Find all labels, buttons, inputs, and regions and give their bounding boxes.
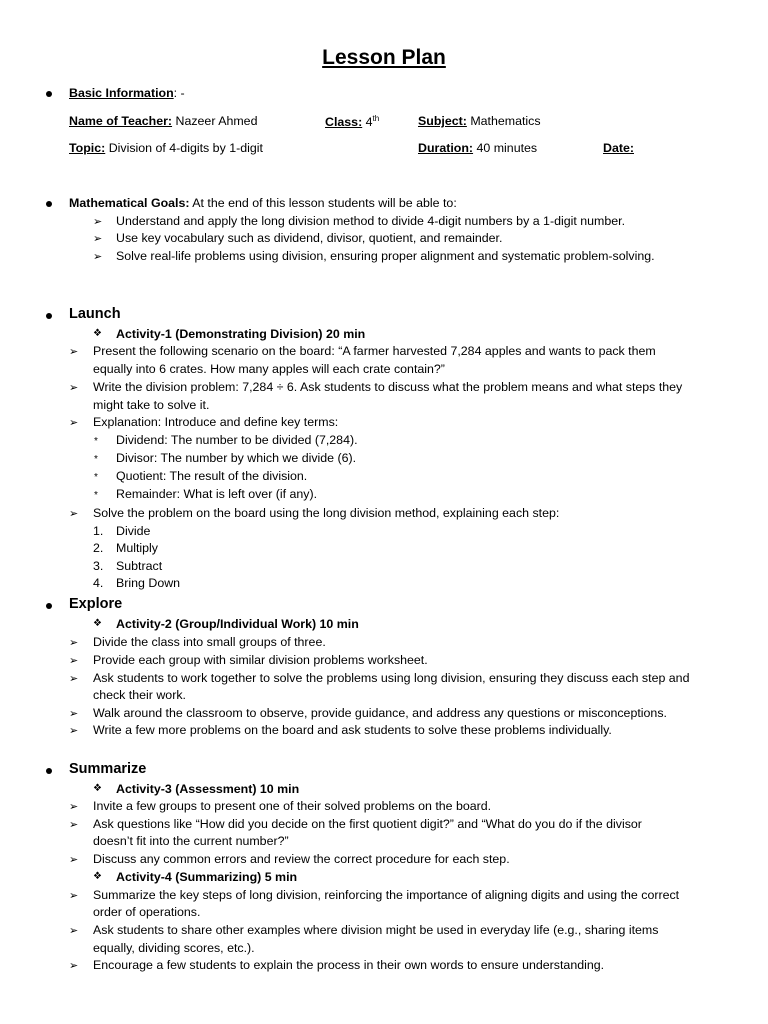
activity-1-title: Activity-1 (Demonstrating Division) 20 min: [116, 327, 366, 341]
arrow-icon: ➢: [93, 216, 103, 228]
arrow-icon: ➢: [69, 960, 79, 972]
bullet-icon: [46, 201, 52, 207]
bullet-icon: [46, 603, 52, 609]
arrow-icon: ➢: [69, 890, 79, 902]
summarize-point: Invite a few groups to present one of their solved problems on the board.: [93, 799, 492, 813]
arrow-icon: ➢: [69, 801, 79, 813]
asterisk-icon: *: [94, 454, 98, 465]
diamond-icon: ❖: [93, 783, 102, 794]
diamond-icon: ❖: [93, 871, 102, 882]
launch-point-cont: equally into 6 crates. How many apples will each crate contain?”: [93, 362, 445, 376]
launch-point: Write the division problem: 7,284 ÷ 6. Ask students to discuss what the problem means and what steps they: [93, 380, 683, 394]
goal-item: Use key vocabulary such as dividend, divisor, quotient, and remainder.: [116, 231, 503, 245]
arrow-icon: ➢: [69, 725, 79, 737]
arrow-icon: ➢: [69, 819, 79, 831]
date-field: Date:: [603, 141, 634, 155]
term-item: Dividend: The number to be divided (7,284).: [116, 433, 358, 447]
summarize-point: Summarize the key steps of long division, reinforcing the importance of aligning digits and using the correct: [93, 888, 680, 902]
summarize-point-cont: doesn’t fit into the current number?”: [93, 834, 289, 848]
step-item: Divide: [116, 524, 151, 538]
explore-point: Walk around the classroom to observe, provide guidance, and address any questions or misconceptions.: [93, 706, 667, 720]
goals-heading: Mathematical Goals: At the end of this lesson students will be able to:: [69, 196, 457, 210]
bullet-icon: [46, 91, 52, 97]
arrow-icon: ➢: [69, 854, 79, 866]
explore-point: Write a few more problems on the board and ask students to solve these problems individually.: [93, 723, 612, 737]
subject-field: Subject: Mathematics: [418, 114, 541, 128]
step-number: 2.: [93, 541, 104, 555]
bullet-icon: [46, 313, 52, 319]
term-item: Divisor: The number by which we divide (6).: [116, 451, 357, 465]
arrow-icon: ➢: [69, 346, 79, 358]
explore-point: Divide the class into small groups of three.: [93, 635, 326, 649]
summarize-point: Ask students to share other examples where division might be used in everyday life (e.g., sharing items: [93, 923, 659, 937]
arrow-icon: ➢: [93, 233, 103, 245]
summarize-heading: Summarize: [69, 761, 147, 777]
basic-info-heading: Basic Information: -: [69, 86, 185, 100]
arrow-icon: ➢: [69, 925, 79, 937]
activity-2-title: Activity-2 (Group/Individual Work) 10 min: [116, 617, 359, 631]
summarize-point: Ask questions like “How did you decide on the first quotient digit?” and “What do you do if the divisor: [93, 817, 642, 831]
duration-field: Duration: 40 minutes: [418, 141, 538, 155]
launch-point: Solve the problem on the board using the long division method, explaining each step:: [93, 506, 560, 520]
teacher-field: Name of Teacher: Nazeer Ahmed: [69, 114, 258, 128]
arrow-icon: ➢: [69, 508, 79, 520]
step-item: Multiply: [116, 541, 158, 555]
bullet-icon: [46, 768, 52, 774]
launch-point: Present the following scenario on the board: “A farmer harvested 7,284 apples and wants to pack them: [93, 344, 656, 358]
asterisk-icon: *: [94, 436, 98, 447]
summarize-point-cont: equally, dividing scores, etc.).: [93, 941, 255, 955]
activity-3-title: Activity-3 (Assessment) 10 min: [116, 782, 300, 796]
goal-item: Understand and apply the long division method to divide 4-digit numbers by a 1-digit number.: [116, 214, 626, 228]
arrow-icon: ➢: [69, 673, 79, 685]
term-item: Quotient: The result of the division.: [116, 469, 308, 483]
arrow-icon: ➢: [69, 417, 79, 429]
explore-point: Ask students to work together to solve the problems using long division, ensuring they discuss each step and: [93, 671, 690, 685]
launch-point-cont: might take to solve it.: [93, 398, 210, 412]
asterisk-icon: *: [94, 490, 98, 501]
arrow-icon: ➢: [93, 251, 103, 263]
arrow-icon: ➢: [69, 637, 79, 649]
arrow-icon: ➢: [69, 655, 79, 667]
arrow-icon: ➢: [69, 708, 79, 720]
term-item: Remainder: What is left over (if any).: [116, 487, 318, 501]
explore-point: Provide each group with similar division problems worksheet.: [93, 653, 428, 667]
page-title: Lesson Plan: [322, 46, 446, 69]
step-number: 1.: [93, 524, 104, 538]
explore-point-cont: check their work.: [93, 688, 186, 702]
class-field: Class: 4th: [325, 114, 380, 130]
step-item: Bring Down: [116, 576, 181, 590]
summarize-point: Encourage a few students to explain the process in their own words to ensure understanding.: [93, 958, 605, 972]
step-item: Subtract: [116, 559, 163, 573]
activity-4-title: Activity-4 (Summarizing) 5 min: [116, 870, 298, 884]
diamond-icon: ❖: [93, 618, 102, 629]
launch-heading: Launch: [69, 306, 121, 322]
arrow-icon: ➢: [69, 382, 79, 394]
topic-field: Topic: Division of 4-digits by 1-digit: [69, 141, 263, 155]
launch-point: Explanation: Introduce and define key terms:: [93, 415, 339, 429]
diamond-icon: ❖: [93, 328, 102, 339]
explore-heading: Explore: [69, 596, 123, 612]
asterisk-icon: *: [94, 472, 98, 483]
summarize-point-cont: order of operations.: [93, 905, 201, 919]
goal-item: Solve real-life problems using division, ensuring proper alignment and systematic problem-solving.: [116, 249, 655, 263]
step-number: 4.: [93, 576, 104, 590]
summarize-point: Discuss any common errors and review the correct procedure for each step.: [93, 852, 510, 866]
step-number: 3.: [93, 559, 104, 573]
